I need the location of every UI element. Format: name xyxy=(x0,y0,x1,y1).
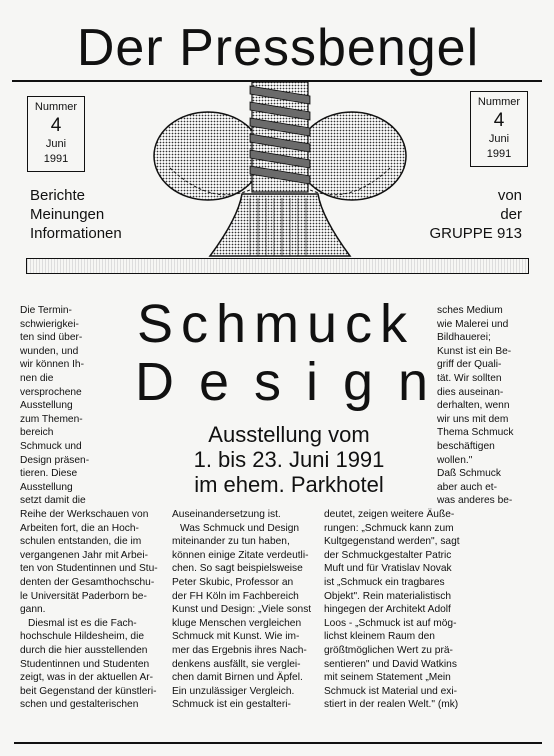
text-line: Daß Schmuck xyxy=(437,468,501,480)
bottom-column-2 xyxy=(172,508,312,712)
text-line: tieren. Diese xyxy=(20,468,78,480)
text-line: Reihe der Werkschauen von xyxy=(20,509,149,520)
issue-label: Nummer xyxy=(477,96,521,108)
text-line: Ausstellung xyxy=(20,400,73,412)
text-line: zeigt, was in der aktuellen Ar- xyxy=(20,672,154,684)
text-line: Loos - „Schmuck ist auf mög- xyxy=(324,617,457,629)
text-line: Kunst ist ein Be- xyxy=(437,345,512,357)
text-line: durch die hier ausstellenden xyxy=(20,644,148,656)
text-line: größtmöglichen Wert zu prä- xyxy=(324,644,453,656)
text-line: Arbeiten fort, die an Hoch- xyxy=(20,522,139,534)
text-line: deutet, zeigen weitere Äuße- xyxy=(324,509,455,520)
text-line: sentieren" und David Watkins xyxy=(324,658,457,670)
text-line: gann. xyxy=(20,604,46,616)
headline-schmuck: Schmuck xyxy=(136,294,416,354)
subtitle-line: im ehem. Parkhotel xyxy=(194,472,384,497)
text-line: Thema Schmuck xyxy=(437,427,514,439)
bottom-rule xyxy=(14,742,542,744)
illustration-base-band xyxy=(26,258,529,274)
tagline-line: Informationen xyxy=(30,225,122,242)
text-line: griff der Quali- xyxy=(437,359,502,371)
text-line: Bildhauerei; xyxy=(437,332,491,344)
text-line: ten sind über- xyxy=(20,332,83,344)
text-line: Ein unzulässiger Vergleich. xyxy=(172,685,295,697)
text-line: vergangenen Jahr mit Arbei- xyxy=(20,549,148,561)
text-line: stiert in der realen Welt." (mk) xyxy=(324,699,459,711)
issue-box-right xyxy=(470,91,528,167)
text-line: chen damit Birnen und Äpfel. xyxy=(172,672,303,684)
text-line: Studentinnen und Studenten xyxy=(20,658,150,670)
text-line: wir uns mit dem xyxy=(437,413,509,425)
text-line: chen. So sagt beispielsweise xyxy=(172,563,303,575)
headline-design: Design xyxy=(135,352,454,412)
text-line: mit seinem Statement „Mein xyxy=(324,672,451,684)
text-line: kluge Menschen vergleichen xyxy=(172,617,302,629)
text-line: le Universität Paderborn be- xyxy=(20,590,147,602)
right-column xyxy=(437,304,541,508)
text-line: rungen: „Schmuck kann zum xyxy=(324,522,454,534)
text-line: wir können Ih- xyxy=(20,359,84,371)
subtitle-line: 1. bis 23. Juni 1991 xyxy=(193,447,385,472)
text-line: bereich xyxy=(20,427,54,439)
text-line: schwierigkei- xyxy=(20,318,79,330)
bottom-column-1 xyxy=(20,508,162,712)
text-line: Schmuck ist ein gestalteri- xyxy=(172,699,291,711)
text-line: Schmuck ist Material und exi- xyxy=(324,685,458,697)
text-line: Was Schmuck und Design xyxy=(180,522,300,534)
masthead-title: Der Pressbengel xyxy=(76,19,480,77)
text-line: schulen entstanden, die im xyxy=(20,536,142,548)
text-line: Diesmal ist es die Fach- xyxy=(28,617,137,629)
text-line: beit Gegenstand der künstleri- xyxy=(20,685,157,697)
text-line: Kunst und Design: „Viele sonst xyxy=(172,604,312,616)
text-line: Schmuck mit Kunst. Wie im- xyxy=(172,631,300,643)
text-line: was anderes be- xyxy=(437,495,513,507)
text-line: setzt damit die xyxy=(20,495,86,507)
tagline-line: Meinungen xyxy=(30,206,105,223)
tagline-line: von xyxy=(497,187,522,204)
tagline-line: Berichte xyxy=(30,187,86,204)
text-line: zum Themen- xyxy=(20,413,83,425)
text-line: Schmuck und xyxy=(20,440,82,452)
issue-label: Nummer xyxy=(34,101,78,113)
text-line: versprochene xyxy=(20,386,82,398)
left-column xyxy=(20,304,116,508)
text-line: Peter Skubic, Professor an xyxy=(172,576,294,588)
text-line: ist „Schmuck ein tragbares xyxy=(324,576,445,588)
issue-year: 1991 xyxy=(43,153,69,165)
text-line: wollen." xyxy=(437,454,473,466)
text-line: hingegen der Architekt Adolf xyxy=(324,604,451,616)
text-line: Auseinandersetzung ist. xyxy=(172,509,281,520)
bottom-column-3 xyxy=(324,508,474,712)
text-line: miteinander zu tun haben, xyxy=(172,536,290,548)
tagline-line: GRUPPE 913 xyxy=(429,225,522,242)
text-line: mer das Ergebnis ihres Nach- xyxy=(172,644,307,656)
text-line: schen und gestalterischen xyxy=(20,699,139,711)
text-line: Objekt". Rein materialistisch xyxy=(324,590,452,602)
tagline-left xyxy=(30,186,122,243)
issue-month: Juni xyxy=(488,133,510,145)
text-line: aber auch et- xyxy=(437,481,498,493)
text-line: sches Medium xyxy=(437,305,503,316)
text-line: wie Malerei und xyxy=(437,318,509,330)
text-line: denten der Gesamthochschu- xyxy=(20,576,155,588)
text-line: Ausstellung xyxy=(20,481,73,493)
text-line: Kultgegenstand werden", sagt xyxy=(324,536,460,548)
issue-number: 4 xyxy=(50,115,62,136)
subtitle-line: Ausstellung vom xyxy=(208,422,370,447)
text-line: beschäftigen xyxy=(437,440,495,452)
text-line: wunden, und xyxy=(20,345,79,357)
text-line: Die Termin- xyxy=(20,305,72,316)
text-line: dies auseinan- xyxy=(437,386,504,398)
issue-month: Juni xyxy=(45,138,67,150)
text-line: der FH Köln im Fachbereich xyxy=(172,590,299,602)
text-line: denkens ausfällt, sie verglei- xyxy=(172,658,301,670)
text-line: der Schmuckgestalter Patric xyxy=(324,549,452,561)
headline-subtitle xyxy=(150,422,428,497)
issue-box-left xyxy=(27,96,85,172)
text-line: tät. Wir sollten xyxy=(437,372,502,384)
issue-number: 4 xyxy=(493,110,505,131)
text-line: ten von Studentinnen und Stu- xyxy=(20,563,158,575)
text-line: Muft und für Vratislav Novak xyxy=(324,563,452,575)
text-line: derhalten, wenn xyxy=(437,400,510,412)
issue-year: 1991 xyxy=(486,148,512,160)
text-line: hochschule Hildesheim, die xyxy=(20,631,145,643)
text-line: nen die xyxy=(20,372,54,384)
tagline-line: der xyxy=(500,206,522,223)
text-line: Design präsen- xyxy=(20,454,90,466)
text-line: lichst kleinem Raum den xyxy=(324,631,435,643)
text-line: können einige Zitate verdeutli- xyxy=(172,549,309,561)
screw-and-two-discs-drawing xyxy=(150,78,410,260)
